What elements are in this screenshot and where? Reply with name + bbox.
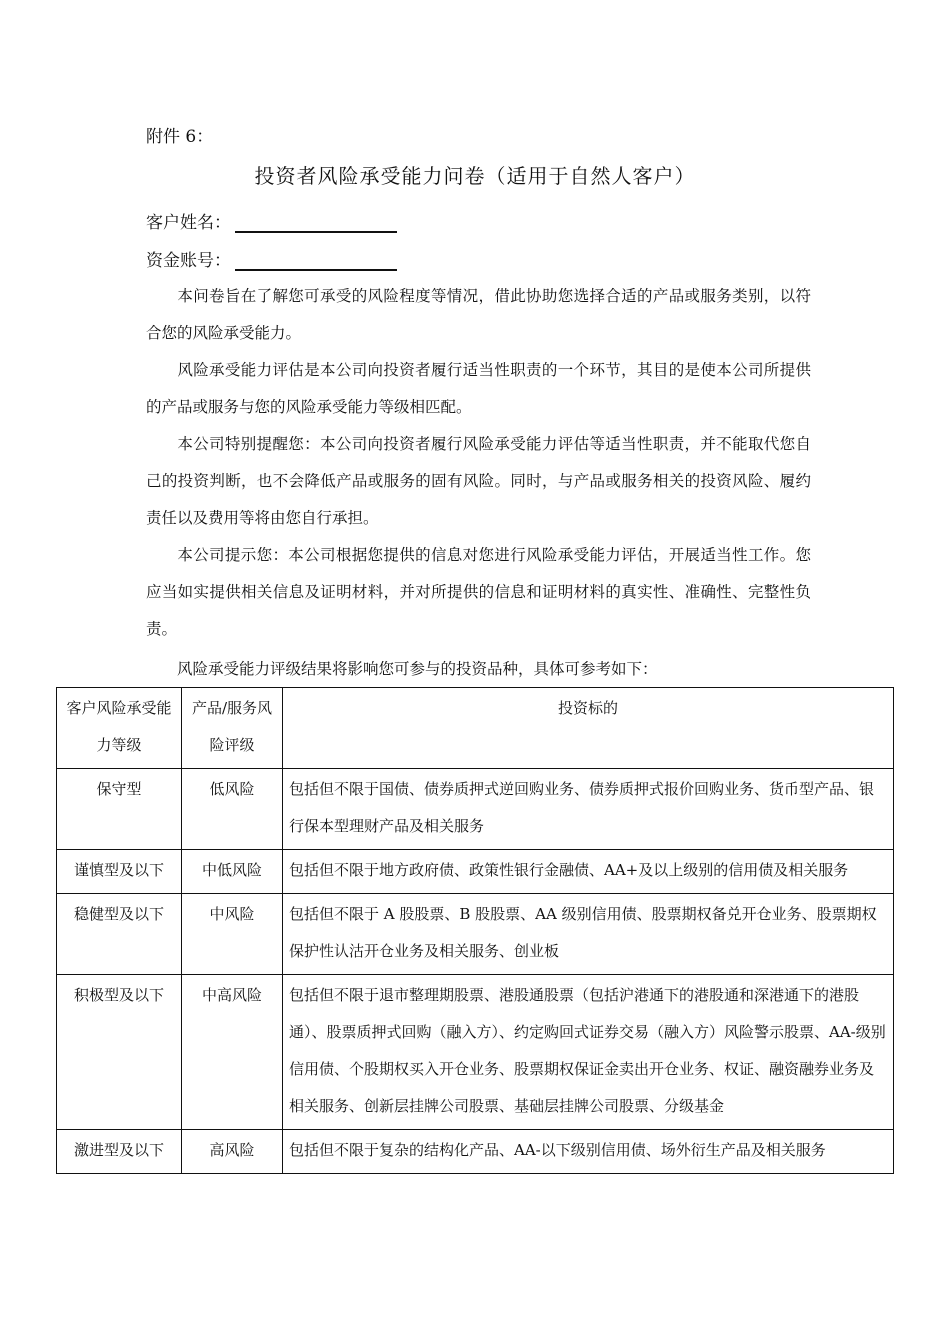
cell-product-risk: 低风险 bbox=[182, 769, 283, 850]
cell-client-level: 激进型及以下 bbox=[57, 1130, 182, 1174]
cell-investment-target: 包括但不限于 A 股股票、B 股股票、AA 级别信用债、股票期权备兑开仓业务、股票期权保护性认沽开仓业务及相关服务、创业板 bbox=[283, 894, 894, 975]
risk-matching-table bbox=[56, 687, 894, 1174]
paragraph-text: 本问卷旨在了解您可承受的风险程度等情况，借此协助您选择合适的产品或服务类别，以符合您的风险承受能力。 bbox=[146, 287, 811, 342]
cell-investment-target: 包括但不限于地方政府债、政策性银行金融债、AA+及以上级别的信用债及相关服务 bbox=[283, 850, 894, 894]
table-row bbox=[57, 769, 894, 850]
account-label: 资金账号： bbox=[146, 251, 231, 271]
header-client-level: 客户风险承受能力等级 bbox=[57, 688, 182, 769]
paragraph-text: 风险承受能力评估是本公司向投资者履行适当性职责的一个环节，其目的是使本公司所提供的产品或服务与您的风险承受能力等级相匹配。 bbox=[146, 361, 811, 416]
cell-investment-target: 包括但不限于复杂的结构化产品、AA-以下级别信用债、场外衍生产品及相关服务 bbox=[283, 1130, 894, 1174]
attachment-label: 附件 6： bbox=[146, 127, 214, 147]
page-title: 投资者风险承受能力问卷（适用于自然人客户） bbox=[254, 164, 696, 188]
cell-client-level: 保守型 bbox=[57, 769, 182, 850]
paragraph-table-intro bbox=[146, 651, 811, 688]
header-product-risk: 产品/服务风险评级 bbox=[182, 688, 283, 769]
cell-product-risk: 中高风险 bbox=[182, 975, 283, 1130]
table-row bbox=[57, 975, 894, 1130]
cell-investment-target: 包括但不限于国债、债券质押式逆回购业务、债券质押式报价回购业务、货币型产品、银行保本型理财产品及相关服务 bbox=[283, 769, 894, 850]
paragraph-notice bbox=[146, 537, 811, 648]
account-blank-line[interactable] bbox=[235, 249, 397, 271]
table-row bbox=[57, 894, 894, 975]
table-row bbox=[57, 1130, 894, 1174]
name-label: 客户姓名： bbox=[146, 213, 231, 233]
paragraph-reminder bbox=[146, 426, 811, 537]
cell-client-level: 稳健型及以下 bbox=[57, 894, 182, 975]
cell-product-risk: 高风险 bbox=[182, 1130, 283, 1174]
cell-client-level: 谨慎型及以下 bbox=[57, 850, 182, 894]
name-field bbox=[146, 208, 397, 233]
cell-client-level: 积极型及以下 bbox=[57, 975, 182, 1130]
name-blank-line[interactable] bbox=[235, 211, 397, 233]
header-investment-target: 投资标的 bbox=[283, 688, 894, 769]
paragraph-text: 本公司提示您：本公司根据您提供的信息对您进行风险承受能力评估，开展适当性工作。您应当如实提供相关信息及证明材料，并对所提供的信息和证明材料的真实性、准确性、完整性负责。 bbox=[146, 546, 811, 638]
paragraph-text: 本公司特别提醒您：本公司向投资者履行风险承受能力评估等适当性职责，并不能取代您自己的投资判断，也不会降低产品或服务的固有风险。同时，与产品或服务相关的投资风险、履约责任以及费用等将由您自行承担。 bbox=[146, 435, 811, 527]
cell-investment-target: 包括但不限于退市整理期股票、港股通股票（包括沪港通下的港股通和深港通下的港股通）、股票质押式回购（融入方）、约定购回式证券交易（融入方）风险警示股票、AA-级别信用债、个股期权买入开仓业务、股票期权保证金卖出开仓业务、权证、融资融券业务及相关服务、创新层挂牌公司股票、基础层挂牌公司股票、分级基金 bbox=[283, 975, 894, 1130]
paragraph-text: 风险承受能力评级结果将影响您可参与的投资品种，具体可参考如下： bbox=[177, 660, 658, 678]
cell-product-risk: 中风险 bbox=[182, 894, 283, 975]
cell-product-risk: 中低风险 bbox=[182, 850, 283, 894]
table-row bbox=[57, 850, 894, 894]
paragraph-purpose bbox=[146, 278, 811, 352]
table-header-row bbox=[57, 688, 894, 769]
account-field bbox=[146, 246, 397, 271]
paragraph-assessment bbox=[146, 352, 811, 426]
